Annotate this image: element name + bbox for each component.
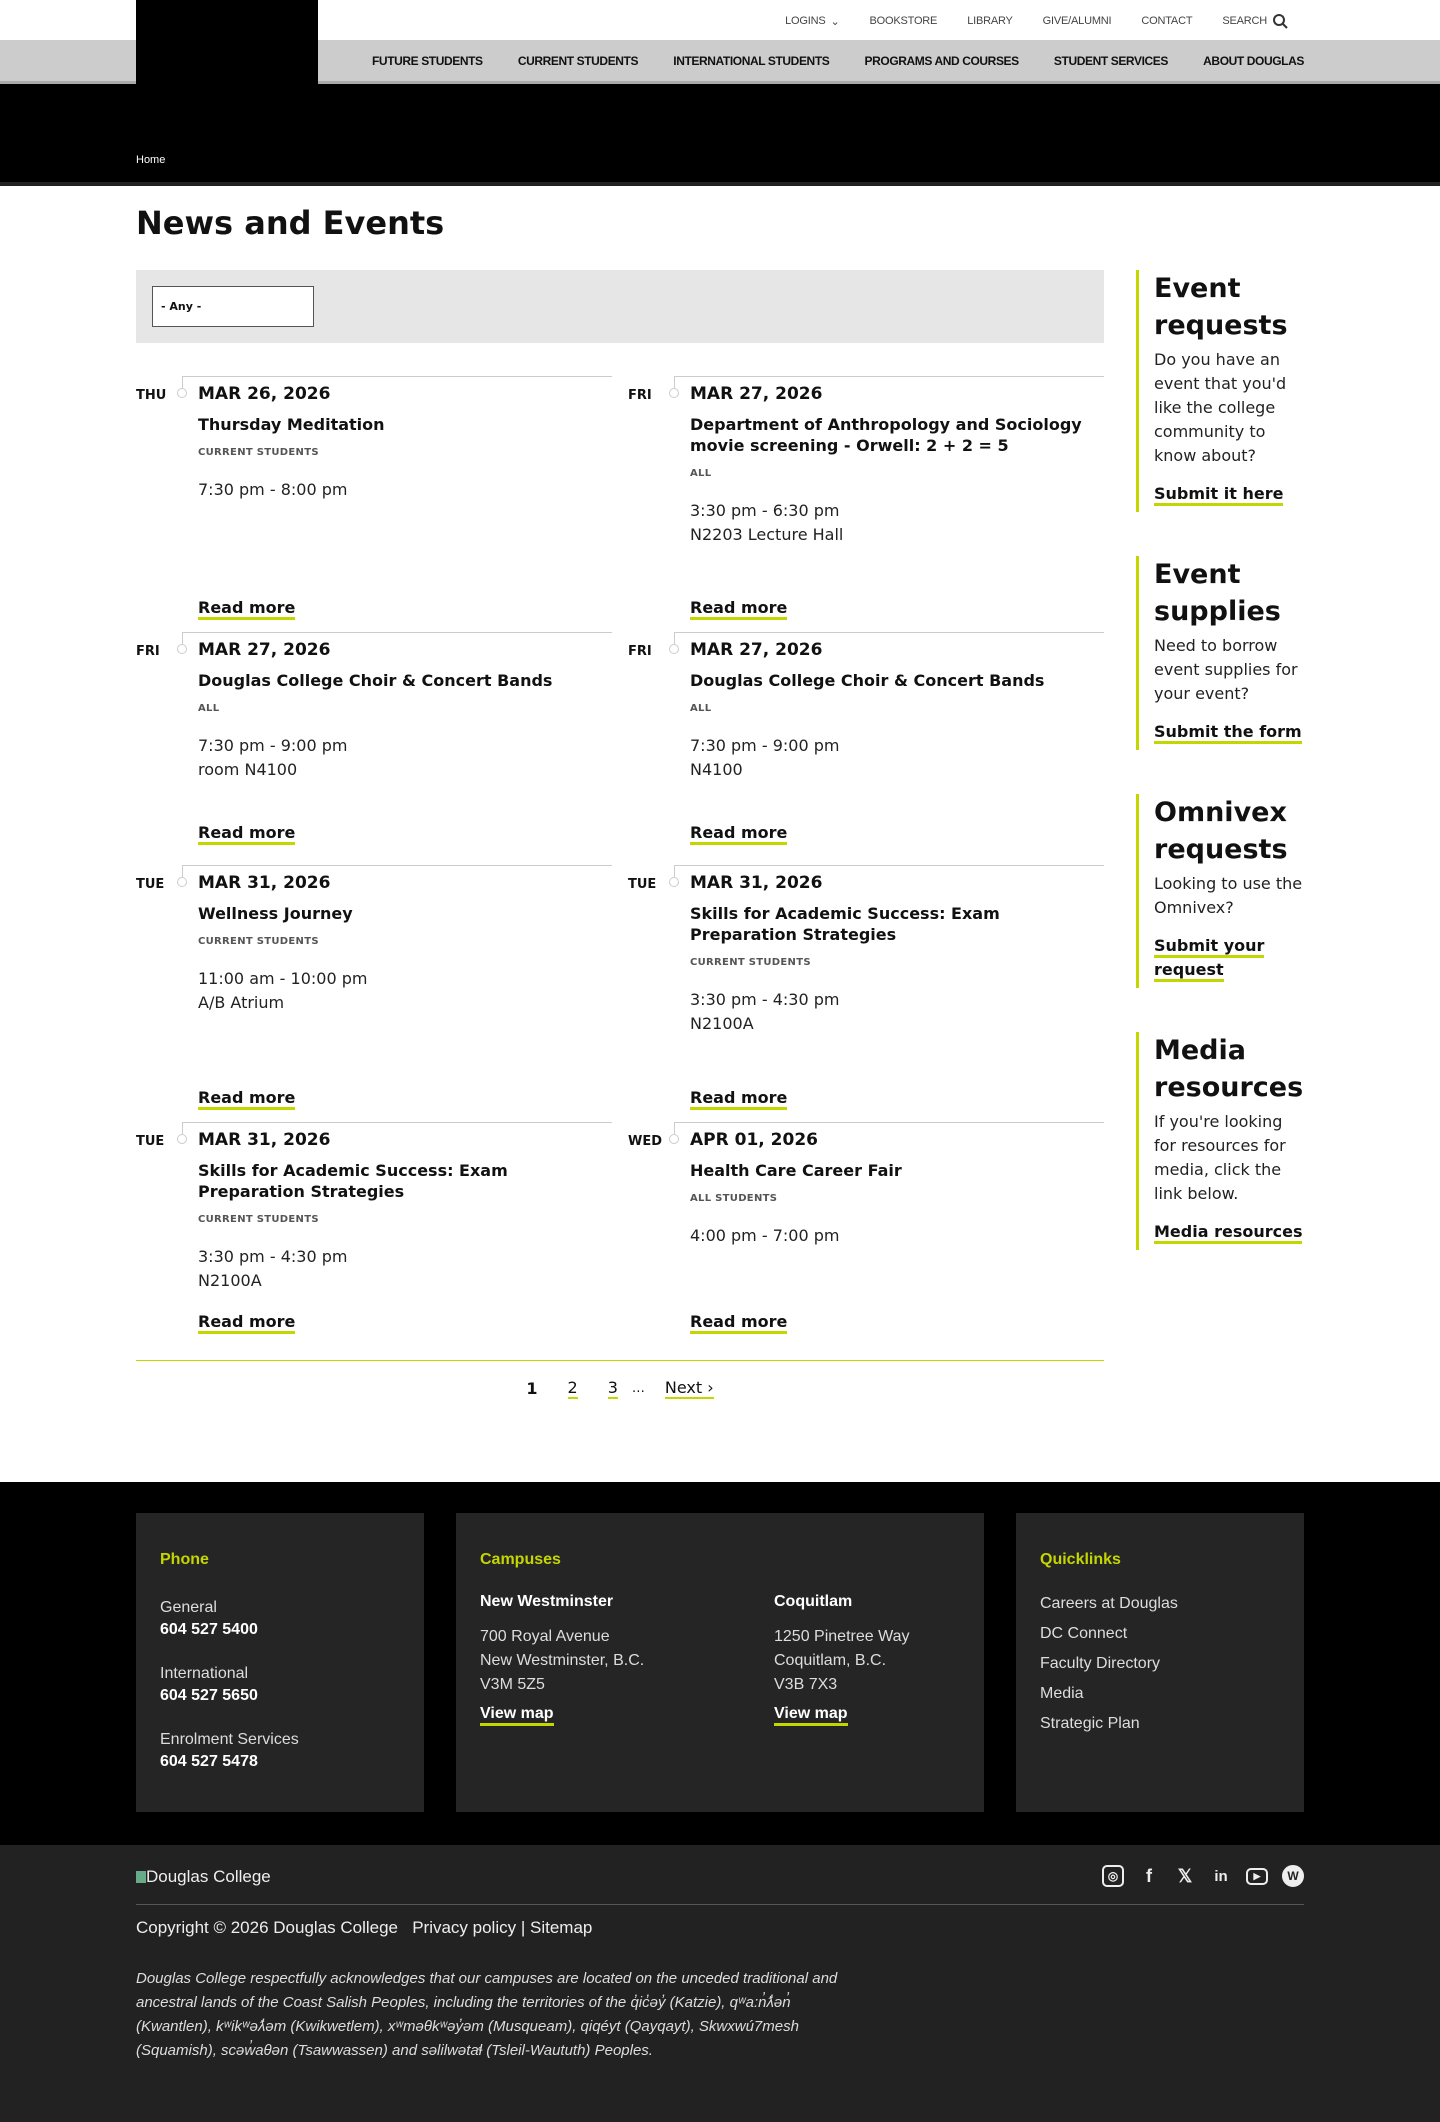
event-item (628, 1122, 1104, 1350)
nav-international-students[interactable]: INTERNATIONAL STUDENTS (673, 54, 830, 68)
event-location: room N4100 (198, 760, 298, 779)
event-day: TUE (136, 877, 165, 892)
nav-programs-courses[interactable]: PROGRAMS AND COURSES (864, 54, 1019, 68)
event-location: N2100A (690, 1014, 754, 1033)
event-date: MAR 27, 2026 (198, 640, 331, 660)
sidebar-card (1136, 794, 1304, 988)
event-item (136, 865, 612, 1122)
nav-student-services[interactable]: STUDENT SERVICES (1053, 54, 1168, 68)
campus-address: V3B 7X3 (774, 1676, 838, 1693)
campus-address: Coquitlam, B.C. (774, 1652, 887, 1669)
quicklink-strategic-plan[interactable]: Strategic Plan (1040, 1715, 1140, 1732)
sidebar-card-link[interactable]: Submit the form (1154, 722, 1302, 744)
phone-international-label: International (160, 1665, 249, 1682)
ellipsis: … (631, 1381, 645, 1396)
x-icon[interactable]: 𝕏 (1177, 1865, 1193, 1886)
timeline-connector (182, 1122, 183, 1134)
event-location: N4100 (690, 760, 743, 779)
footer (0, 1482, 1440, 1845)
phone-general-number[interactable]: 604 527 5400 (160, 1621, 258, 1638)
category-select[interactable]: - Any - (152, 286, 314, 327)
campus-address: V3M 5Z5 (480, 1676, 545, 1693)
event-date: MAR 31, 2026 (198, 873, 331, 893)
timeline-connector (674, 632, 675, 644)
timeline-line (674, 376, 1104, 377)
quicklink-faculty-directory[interactable]: Faculty Directory (1040, 1655, 1161, 1672)
sidebar-card-text: Looking to use the Omnivex? (1154, 874, 1303, 917)
event-day: FRI (628, 388, 652, 403)
view-map-link[interactable]: View map (480, 1705, 554, 1726)
event-day: THU (136, 388, 167, 403)
campus-new-westminster (480, 1593, 774, 1726)
event-title[interactable]: Douglas College Choir & Concert Bands (198, 671, 553, 690)
event-date: MAR 27, 2026 (690, 384, 823, 404)
sidebar-card (1136, 556, 1304, 750)
campus-name: Coquitlam (774, 1593, 853, 1610)
event-location: N2100A (198, 1271, 262, 1290)
event-day: TUE (136, 1134, 165, 1149)
event-category: ALL (198, 703, 220, 714)
timeline-line (182, 865, 612, 866)
event-row (136, 376, 1104, 632)
sidebar-card-title: Event supplies (1154, 559, 1281, 627)
event-row (136, 1122, 1104, 1350)
event-row (136, 865, 1104, 1122)
event-time: 3:30 pm - 4:30 pm (690, 990, 840, 1009)
event-category: ALL STUDENTS (690, 1193, 778, 1204)
footer-quicklinks (1016, 1513, 1304, 1812)
event-list (136, 376, 1104, 1350)
nav-current-students[interactable]: CURRENT STUDENTS (517, 54, 639, 68)
event-time: 3:30 pm - 6:30 pm (690, 501, 840, 520)
event-category: ALL (690, 468, 712, 479)
event-title[interactable]: Skills for Academic Success: Exam Preparation Strategies (198, 1161, 508, 1201)
logins-label: LOGINS (785, 15, 826, 27)
campus-address: 700 Royal Avenue (480, 1628, 610, 1645)
sidebar-card-title: Omnivex requests (1154, 797, 1288, 865)
timeline-dot-icon (177, 877, 187, 887)
chevron-down-icon: ⌄ (830, 15, 840, 28)
view-map-link[interactable]: View map (774, 1705, 848, 1726)
footer-divider (136, 1904, 1304, 1905)
logo[interactable] (136, 0, 318, 86)
divider (136, 1360, 1104, 1361)
event-category: ALL (690, 703, 712, 714)
sidebar-card-text: Need to borrow event supplies for your event? (1154, 636, 1298, 703)
phone-general-label: General (160, 1599, 217, 1616)
instagram-icon[interactable]: ◎ (1102, 1865, 1124, 1887)
campus-name: New Westminster (480, 1593, 614, 1610)
page-2[interactable]: 2 (567, 1378, 578, 1397)
timeline-connector (674, 865, 675, 877)
phone-international-number[interactable]: 604 527 5650 (160, 1687, 258, 1704)
event-time: 7:30 pm - 9:00 pm (198, 736, 348, 755)
search-button[interactable] (1222, 13, 1288, 29)
event-category: CURRENT STUDENTS (198, 447, 319, 458)
event-time: 7:30 pm - 8:00 pm (198, 480, 348, 499)
copyright-row (136, 1918, 592, 1938)
next-page[interactable]: Next › (664, 1378, 714, 1397)
timeline-dot-icon (177, 388, 187, 398)
event-day: FRI (628, 644, 652, 659)
event-location: A/B Atrium (198, 993, 285, 1012)
wordpress-icon[interactable]: W (1282, 1865, 1304, 1887)
sitemap-link[interactable]: Sitemap (530, 1918, 593, 1937)
event-title[interactable]: Douglas College Choir & Concert Bands (690, 671, 1045, 690)
sidebar-card-text: If you're looking for resources for media, click the link below. (1154, 1112, 1286, 1203)
logins-menu[interactable] (785, 15, 839, 28)
sidebar-card-title: Media resources (1154, 1035, 1304, 1103)
event-item (136, 376, 612, 632)
filter-bar (136, 270, 1104, 343)
footer-bottom (0, 1845, 1440, 2122)
campuses-heading: Campuses (480, 1551, 561, 1568)
event-location: N2203 Lecture Hall (690, 525, 844, 544)
quicklink-dc-connect[interactable]: DC Connect (1040, 1625, 1128, 1642)
linkedin-icon[interactable]: in (1214, 1867, 1228, 1885)
give-alumni-link[interactable]: GIVE/ALUMNI (1042, 15, 1112, 27)
hero-banner (0, 84, 1440, 186)
timeline-dot-icon (669, 388, 679, 398)
event-title[interactable]: Thursday Meditation (198, 415, 385, 434)
timeline-line (674, 632, 1104, 633)
event-item (136, 632, 612, 865)
timeline-connector (182, 632, 183, 644)
event-time: 3:30 pm - 4:30 pm (198, 1247, 348, 1266)
sidebar-card (1136, 1032, 1304, 1250)
land-acknowledgement: Douglas College respectfully acknowledges that our campuses are located on the unceded traditional and ancestral lands of the Coast Salish Peoples, including the territories of the q̓ic̓əy̓ (Katzie), qʷa:n̓ƛ̓ən̓ (Kwantlen), kʷikʷəƛ̓əm (Kwikwetlem), xʷməθkʷəy̓əm (Musqueam), qiqéyt (Qayqayt), Skwxwú7mesh (Squamish), scəw̓aθən (Tsawwassen) and səlilwətaɬ (Tsleil-Waututh) Peoples. (136, 1970, 838, 2059)
event-title[interactable]: Wellness Journey (198, 904, 353, 923)
event-item (628, 376, 1104, 632)
read-more-link[interactable]: Read more (690, 1313, 787, 1334)
bookstore-link[interactable]: BOOKSTORE (869, 15, 938, 27)
read-more-link[interactable]: Read more (198, 599, 295, 620)
youtube-icon[interactable]: ▶ (1246, 1868, 1268, 1885)
phone-heading: Phone (160, 1551, 209, 1568)
pagination (0, 1378, 1240, 1399)
copyright: Copyright © 2026 Douglas College (136, 1918, 399, 1937)
event-title[interactable]: Skills for Academic Success: Exam Preparation Strategies (690, 904, 1000, 944)
sidebar-card (1136, 270, 1304, 512)
sidebar (1136, 270, 1304, 1294)
read-more-link[interactable]: Read more (690, 824, 787, 845)
sidebar-card-title: Event requests (1154, 273, 1288, 341)
event-date: APR 01, 2026 (690, 1130, 818, 1150)
footer-logo[interactable] (136, 1867, 271, 1887)
separator: | (520, 1918, 526, 1937)
event-item (628, 632, 1104, 865)
timeline-connector (674, 376, 675, 388)
phone-enrolment-label: Enrolment Services (160, 1731, 299, 1748)
search-icon (1272, 13, 1288, 29)
footer-phone (136, 1513, 424, 1812)
timeline-line (182, 632, 612, 633)
timeline-dot-icon (669, 1134, 679, 1144)
read-more-link[interactable]: Read more (690, 1089, 787, 1110)
logo-alt-text: Douglas College (146, 1867, 271, 1886)
read-more-link[interactable]: Read more (690, 599, 787, 620)
timeline-connector (182, 865, 183, 877)
event-category: CURRENT STUDENTS (198, 936, 319, 947)
quicklink-careers[interactable]: Careers at Douglas (1040, 1595, 1178, 1612)
sidebar-card-link[interactable]: Media resources (1154, 1222, 1302, 1244)
timeline-dot-icon (177, 1134, 187, 1144)
event-title[interactable]: Department of Anthropology and Sociology movie screening - Orwell: 2 + 2 = 5 (690, 415, 1082, 455)
event-date: MAR 31, 2026 (690, 873, 823, 893)
social-links (1102, 1865, 1304, 1887)
quicklink-media[interactable]: Media (1040, 1685, 1084, 1702)
event-time: 11:00 am - 10:00 pm (198, 969, 368, 988)
campus-coquitlam (774, 1593, 909, 1726)
breadcrumb-home[interactable]: Home (136, 154, 166, 166)
privacy-link[interactable]: Privacy policy (412, 1918, 517, 1937)
read-more-link[interactable]: Read more (198, 824, 295, 845)
event-time: 4:00 pm - 7:00 pm (690, 1226, 840, 1245)
campus-address: New Westminster, B.C. (480, 1652, 645, 1669)
page-1[interactable]: 1 (526, 1379, 538, 1398)
event-day: FRI (136, 644, 160, 659)
sidebar-card-link[interactable]: Submit it here (1154, 484, 1283, 506)
timeline-dot-icon (669, 877, 679, 887)
event-day: WED (628, 1134, 663, 1149)
footer-campuses (456, 1513, 984, 1812)
nav-about-douglas[interactable]: ABOUT DOUGLAS (1203, 54, 1304, 68)
timeline-connector (674, 1122, 675, 1134)
event-date: MAR 26, 2026 (198, 384, 331, 404)
event-category: CURRENT STUDENTS (198, 1214, 319, 1225)
quicklinks-heading: Quicklinks (1040, 1551, 1121, 1568)
event-date: MAR 27, 2026 (690, 640, 823, 660)
timeline-line (674, 1122, 1104, 1123)
read-more-link[interactable]: Read more (198, 1089, 295, 1110)
event-category: CURRENT STUDENTS (690, 957, 811, 968)
sidebar-card-link[interactable]: Submit your request (1154, 936, 1264, 982)
library-link[interactable]: LIBRARY (967, 15, 1013, 27)
event-day: TUE (628, 877, 657, 892)
facebook-icon[interactable]: f (1146, 1865, 1152, 1886)
page-title: News and Events (136, 204, 445, 242)
event-item (136, 1122, 612, 1350)
event-row (136, 632, 1104, 865)
page-3[interactable]: 3 (607, 1378, 618, 1397)
event-time: 7:30 pm - 9:00 pm (690, 736, 840, 755)
event-title[interactable]: Health Care Career Fair (690, 1161, 902, 1180)
contact-link[interactable]: CONTACT (1141, 15, 1193, 27)
sidebar-card-text: Do you have an event that you'd like the college community to know about? (1154, 350, 1287, 465)
event-item (628, 865, 1104, 1122)
timeline-connector (182, 376, 183, 388)
campus-address: 1250 Pinetree Way (774, 1628, 910, 1645)
nav-future-students[interactable]: FUTURE STUDENTS (372, 54, 483, 68)
timeline-line (182, 376, 612, 377)
timeline-line (182, 1122, 612, 1123)
read-more-link[interactable]: Read more (198, 1313, 295, 1334)
timeline-line (674, 865, 1104, 866)
event-date: MAR 31, 2026 (198, 1130, 331, 1150)
timeline-dot-icon (177, 644, 187, 654)
phone-enrolment-number[interactable]: 604 527 5478 (160, 1753, 258, 1770)
timeline-dot-icon (669, 644, 679, 654)
broken-image-icon (136, 1871, 146, 1883)
search-label: SEARCH (1222, 15, 1267, 27)
